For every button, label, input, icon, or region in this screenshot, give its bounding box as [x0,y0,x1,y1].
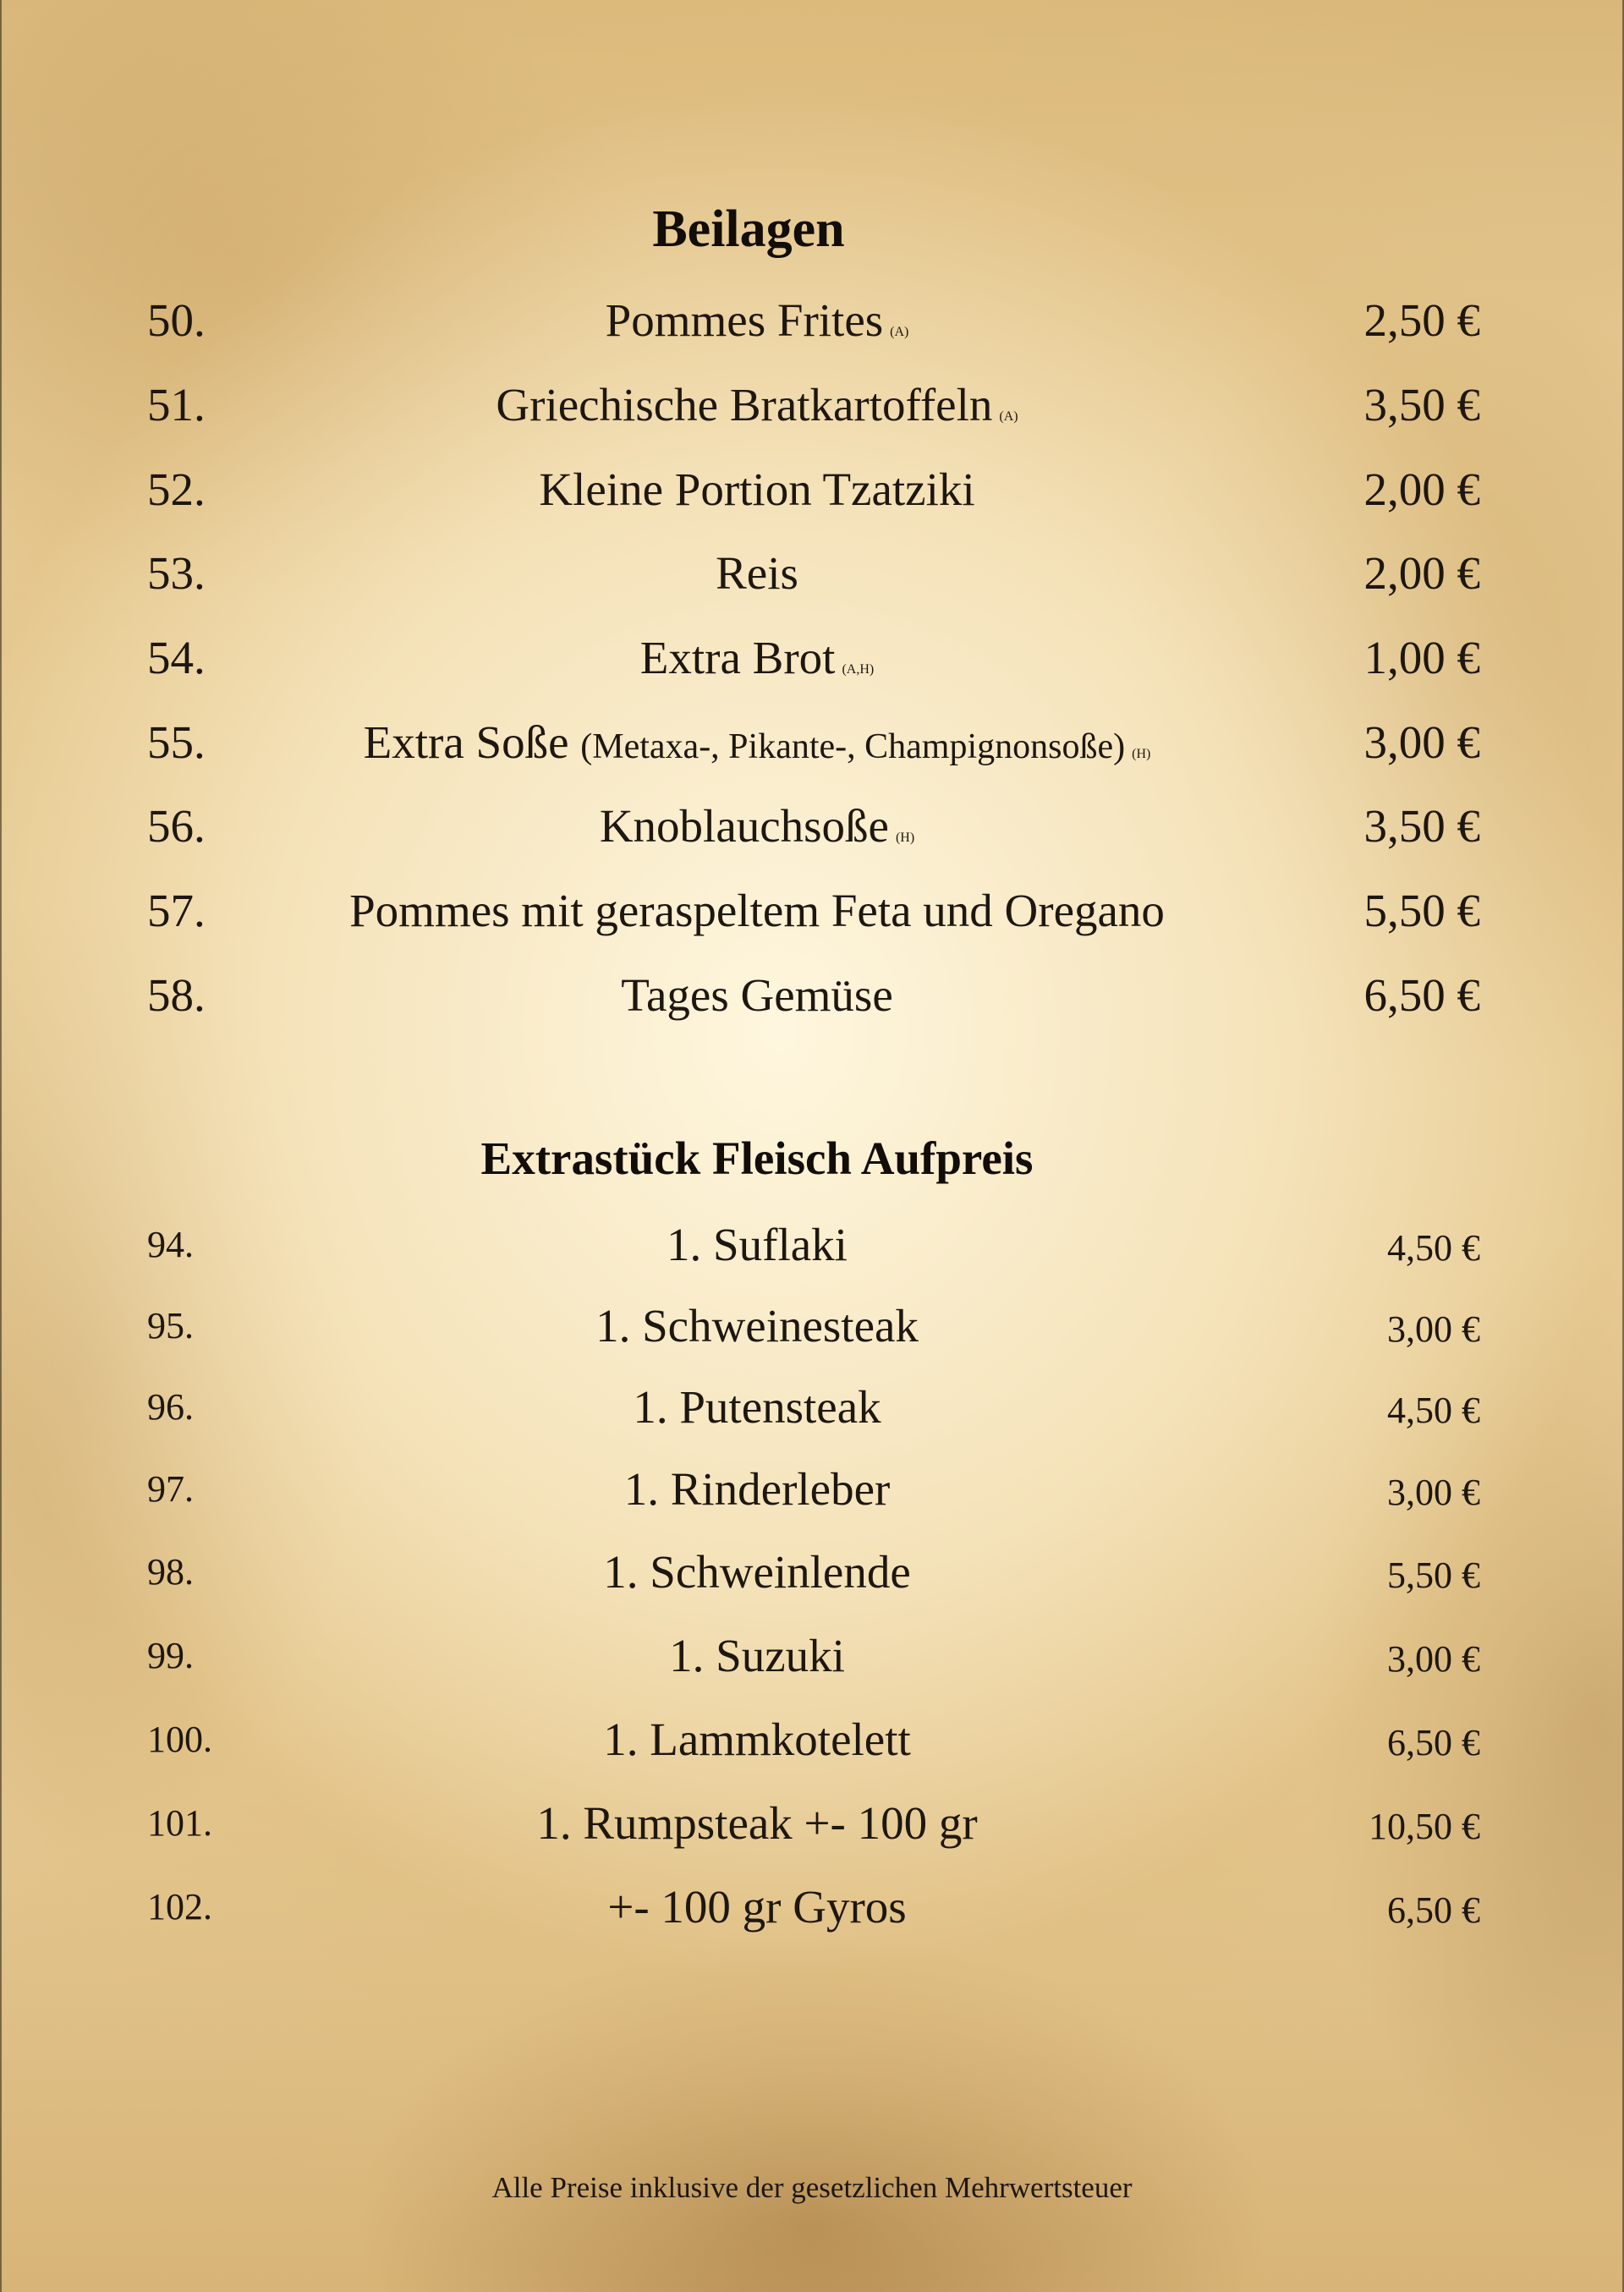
item-price: 6,50 € [1363,969,1480,1021]
item-allergens: (A) [999,409,1018,424]
item-name: 1. Rumpsteak +- 100 gr [536,1797,978,1849]
item-name: 1. Suflaki [667,1219,848,1270]
menu-item [0,966,1624,1025]
item-name-wrap [288,544,1226,603]
menu-item [0,1545,1624,1599]
item-name: Griechische Bratkartoffeln [496,379,993,430]
item-number: 99. [147,1635,194,1676]
item-number: 98. [147,1551,194,1593]
menu-item [0,544,1624,603]
item-name: Extra Soße [363,716,569,768]
menu-item [0,1299,1624,1353]
section-title-beilagen: Beilagen [652,200,845,258]
item-name: Reis [716,547,798,599]
item-price: 3,00 € [1387,1472,1480,1513]
item-name-wrap [288,291,1226,362]
menu-item [0,460,1624,519]
item-price: 3,00 € [1387,1638,1480,1680]
item-number: 51. [147,379,206,430]
item-number: 56. [147,800,206,852]
item-price: 4,50 € [1387,1227,1480,1269]
item-price: 3,00 € [1387,1308,1480,1350]
item-price: 3,50 € [1363,800,1480,852]
item-name: Knoblauchsoße [599,800,889,852]
item-name: Pommes mit geraspeltem Feta und Oregano [349,885,1165,936]
item-name: Pommes Frites [605,294,884,346]
item-number: 53. [147,547,206,599]
item-price: 5,50 € [1387,1555,1480,1596]
item-allergens: (H) [1132,747,1151,761]
menu-item [0,628,1624,688]
menu-item [0,713,1624,772]
item-name: 1. Suzuki [669,1630,845,1681]
item-price: 3,50 € [1363,379,1480,430]
item-allergens: (H) [895,831,915,845]
item-price: 6,50 € [1387,1722,1480,1763]
item-price: 1,00 € [1363,632,1480,683]
item-name-wrap [288,797,1226,868]
item-price: 2,50 € [1363,294,1480,346]
item-name-wrap [288,376,1226,447]
item-name: Extra Brot [639,632,836,683]
item-name: 1. Putensteak [633,1381,881,1433]
item-number: 52. [147,463,206,515]
item-number: 96. [147,1386,194,1428]
item-price: 10,50 € [1369,1806,1480,1847]
item-price: 4,50 € [1387,1390,1480,1431]
item-number: 58. [147,969,206,1021]
item-number: 100. [147,1719,212,1760]
menu-item [0,1462,1624,1516]
item-name: +- 100 gr Gyros [607,1881,907,1933]
item-name-wrap [288,460,1226,519]
menu-item [0,1218,1624,1272]
item-number: 50. [147,294,206,346]
item-number: 57. [147,885,206,936]
item-allergens: (A) [890,325,909,339]
vat-footnote: Alle Preise inklusive der gesetzlichen Mehrwertsteuer [491,2171,1133,2204]
item-name-wrap [288,881,1226,940]
item-number: 55. [147,716,206,768]
item-number: 95. [147,1305,194,1346]
item-name: 1. Lammkotelett [603,1714,911,1765]
item-price: 2,00 € [1363,547,1480,599]
item-detail: (Metaxa-, Pikante-, Champignonsoße) [580,727,1126,766]
menu-item [0,1713,1624,1767]
menu-item [0,1880,1624,1934]
menu-item [0,797,1624,856]
item-allergens: (A,H) [842,662,875,677]
menu-item [0,291,1624,350]
menu-item [0,881,1624,940]
item-name: Tages Gemüse [621,969,893,1021]
item-number: 101. [147,1802,212,1844]
item-price: 2,00 € [1363,463,1480,515]
menu-item [0,1380,1624,1434]
item-name-wrap [288,713,1226,784]
item-number: 97. [147,1468,194,1510]
item-price: 3,00 € [1363,716,1480,768]
section-title-extra-meat: Extrastück Fleisch Aufpreis [480,1132,1034,1184]
item-number: 54. [147,632,206,683]
item-name-wrap [288,966,1226,1025]
menu-item [0,1796,1624,1851]
item-price: 5,50 € [1363,885,1480,936]
menu-item [0,376,1624,435]
item-name: Kleine Portion Tzatziki [539,463,975,515]
item-name: 1. Rinderleber [623,1463,891,1515]
item-number: 94. [147,1224,194,1265]
menu-item [0,1629,1624,1683]
item-name: 1. Schweinesteak [595,1300,919,1352]
item-number: 102. [147,1886,212,1927]
item-name-wrap [288,628,1226,699]
item-name: 1. Schweinlende [603,1546,911,1598]
item-price: 6,50 € [1387,1889,1480,1931]
